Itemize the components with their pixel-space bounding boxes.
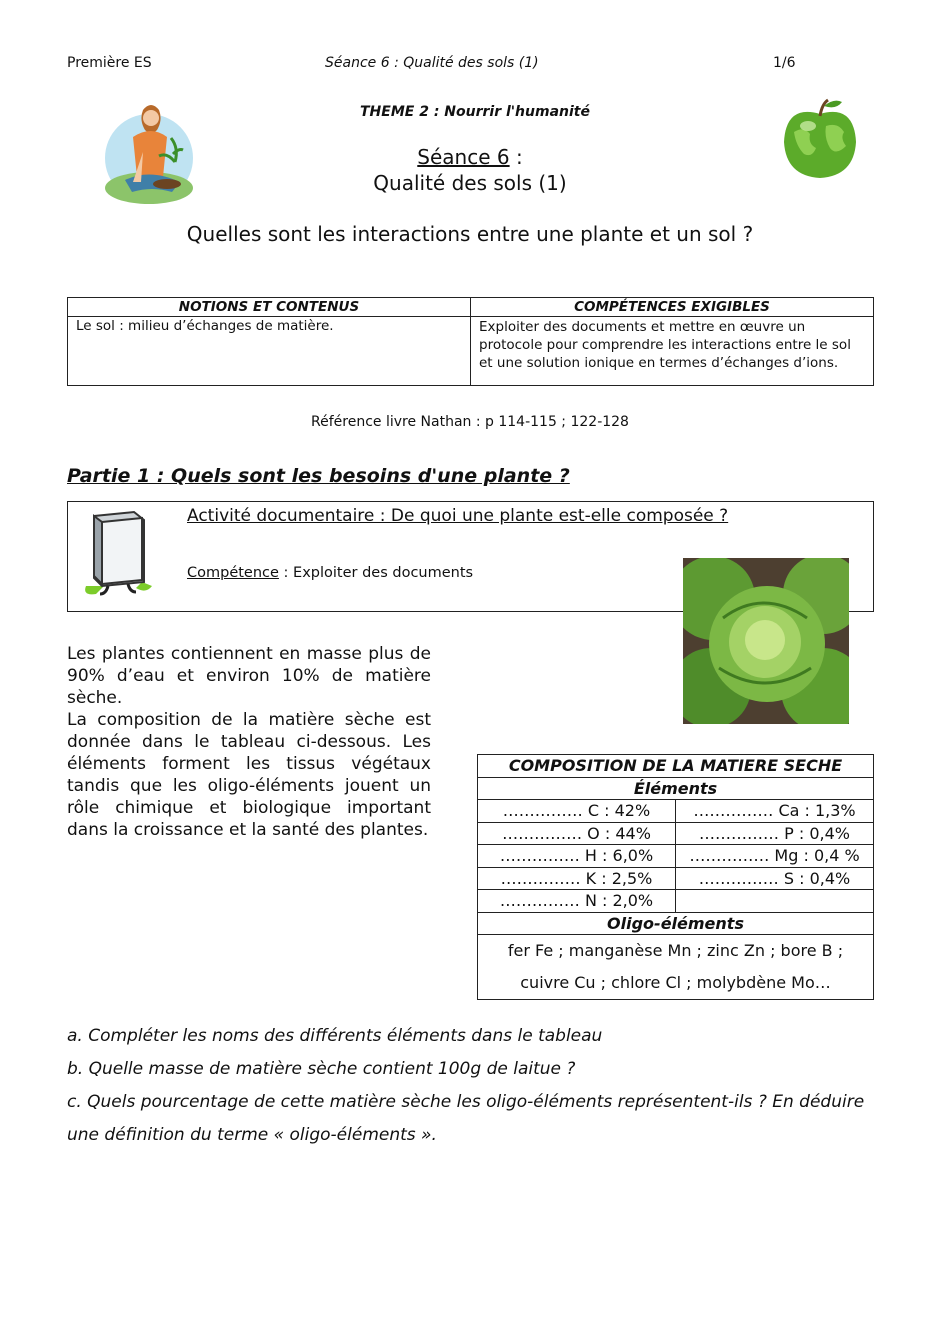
lettuce-photo <box>683 558 849 724</box>
activity-competence <box>187 565 473 581</box>
activity-title: Activité documentaire : De quoi une plante est-elle composée ? <box>187 506 729 526</box>
oligo-line-2: cuivre Cu ; chlore Cl ; molybdène Mo… <box>520 973 831 992</box>
element-cell: …………… N : 2,0% <box>478 890 676 913</box>
notions-header: NOTIONS ET CONTENUS <box>68 298 471 317</box>
paragraph-line-2: La composition de la matière sèche est donnée dans le tableau ci-dessous. Les éléments forment les tissus végétaux tandis que les oligo-éléments jouent un rôle chimique et biologique important dans la croissance et la santé des plantes. <box>67 710 431 840</box>
question-a: a. Compléter les noms des différents éléments dans le tableau <box>67 1026 603 1046</box>
element-cell: …………… O : 44% <box>478 822 676 845</box>
question-b: b. Quelle masse de matière sèche contient 100g de laitue ? <box>67 1059 576 1079</box>
element-cell: …………… K : 2,5% <box>478 867 676 890</box>
earth-apple-illustration <box>780 96 860 182</box>
competence-text: : Exploiter des documents <box>278 565 474 581</box>
element-cell: …………… P : 0,4% <box>676 822 874 845</box>
element-cell: …………… Mg : 0,4 % <box>676 845 874 868</box>
intro-paragraph <box>67 643 431 841</box>
part-1-heading: Partie 1 : Quels sont les besoins d'une plante ? <box>67 465 570 487</box>
notions-cell: Le sol : milieu d’échanges de matière. <box>68 317 471 386</box>
header-page-number: 1/6 <box>773 55 796 71</box>
theme-label: THEME 2 : Nourrir l'humanité <box>360 104 590 120</box>
elements-label: Éléments <box>478 777 874 800</box>
oligo-label: Oligo-éléments <box>478 912 874 935</box>
competences-header: COMPÉTENCES EXIGIBLES <box>471 298 874 317</box>
competences-cell: Exploiter des documents et mettre en œuvre un protocole pour comprendre les interactions entre le sol et une solution ionique en termes d’échanges d’ions. <box>471 317 874 386</box>
element-cell <box>676 890 874 913</box>
book-reference: Référence livre Nathan : p 114-115 ; 122-128 <box>311 414 629 430</box>
element-cell: …………… Ca : 1,3% <box>676 800 874 823</box>
seance-label: Séance 6 <box>417 145 510 169</box>
oligo-list <box>478 935 874 1000</box>
page-title <box>0 145 940 169</box>
book-icon <box>74 508 166 600</box>
paragraph-line-1: Les plantes contiennent en masse plus de 90% d’eau et environ 10% de matière sèche. <box>67 644 431 708</box>
title-colon: : <box>509 145 523 169</box>
notions-table <box>67 297 874 386</box>
header-left: Première ES <box>67 55 152 71</box>
element-cell: …………… C : 42% <box>478 800 676 823</box>
element-cell: …………… S : 0,4% <box>676 867 874 890</box>
competence-label: Compétence <box>187 565 279 581</box>
question-c: c. Quels pourcentage de cette matière sèche les oligo-éléments représentent-ils ? En déduire <box>67 1092 865 1112</box>
composition-title: COMPOSITION DE LA MATIERE SECHE <box>478 755 874 778</box>
oligo-line-1: fer Fe ; manganèse Mn ; zinc Zn ; bore B ; <box>507 941 844 960</box>
header-center: Séance 6 : Qualité des sols (1) <box>325 55 539 71</box>
question-c-continued: une définition du terme « oligo-éléments ». <box>67 1125 437 1145</box>
composition-table <box>477 754 874 1000</box>
page-subtitle: Qualité des sols (1) <box>373 171 567 195</box>
main-question: Quelles sont les interactions entre une plante et un sol ? <box>186 222 754 246</box>
element-cell: …………… H : 6,0% <box>478 845 676 868</box>
